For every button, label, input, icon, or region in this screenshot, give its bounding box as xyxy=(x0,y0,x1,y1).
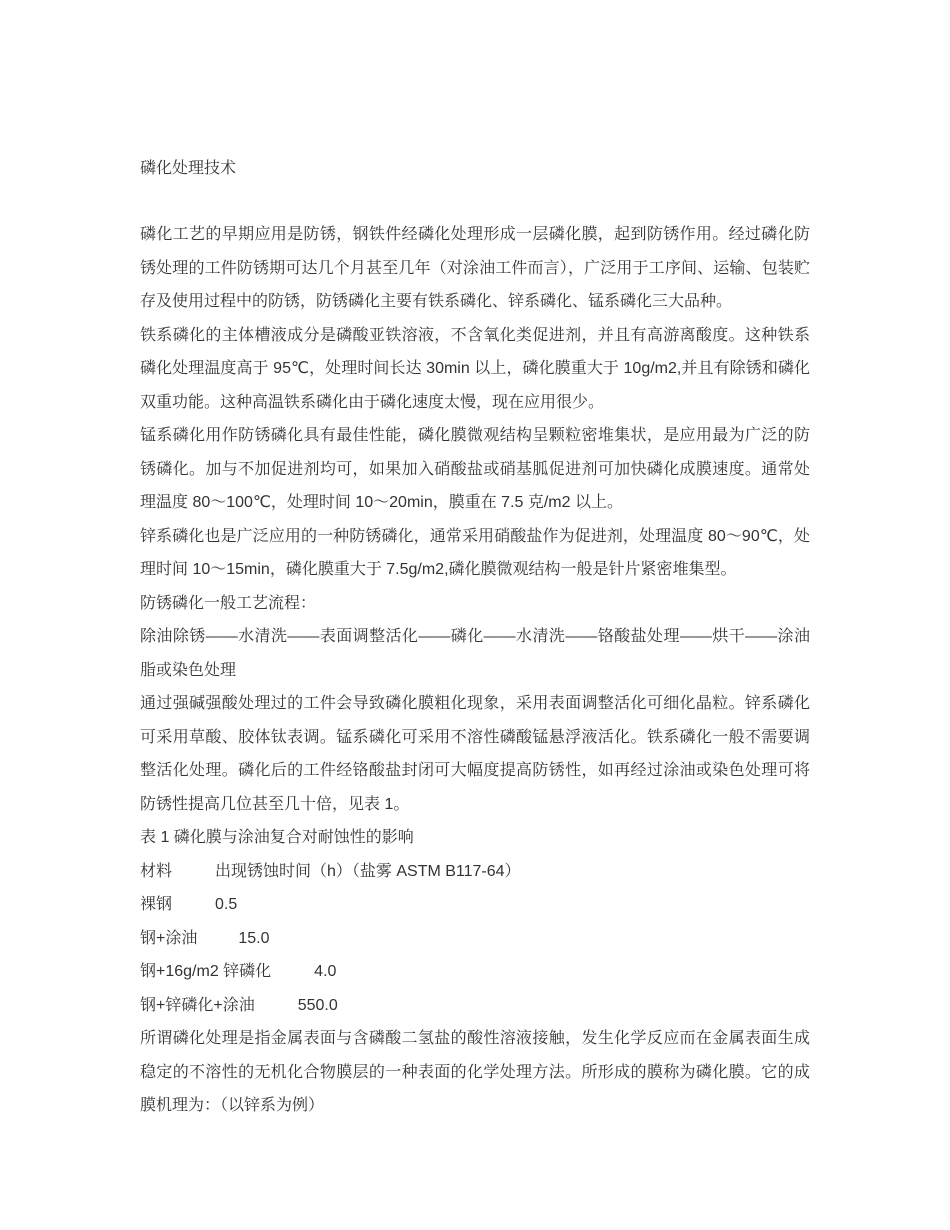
table-header-row xyxy=(140,855,810,889)
table-row xyxy=(140,888,810,922)
paragraph-process-flow: 除油除锈——水清洗——表面调整活化——磷化——水清洗——铬酸盐处理——烘干——涂油脂或染色处理 xyxy=(140,628,810,679)
paragraph-activation: 通过强碱强酸处理过的工件会导致磷化膜粗化现象，采用表面调整活化可细化晶粒。锌系磷化可采用草酸、胶体钛表调。锰系磷化可采用不溶性磷酸锰悬浮液活化。铁系磷化一般不需要调整活化处理。磷化后的工件经铬酸盐封闭可大幅度提高防锈性，如再经过涂油或染色处理可将防锈性提高几位甚至几十倍，见表 1。 xyxy=(140,695,810,813)
table-row xyxy=(140,955,810,989)
table-cell-hours: 4.0 xyxy=(314,963,337,980)
table-cell-material: 钢+锌磷化+涂油 xyxy=(140,996,255,1014)
paragraph-iron-phosphating: 铁系磷化的主体槽液成分是磷酸亚铁溶液，不含氧化类促进剂，并且有高游离酸度。这种铁系磷化处理温度高于 95℃，处理时间长达 30min 以上，磷化膜重大于 10g/m2,并且有除锈和磷化双重功能。这种高温铁系磷化由于磷化速度太慢，现在应用很少。 xyxy=(140,326,810,411)
paragraph-zinc-phosphating: 锌系磷化也是广泛应用的一种防锈磷化，通常采用硝酸盐作为促进剂，处理温度 80～90℃，处理时间 10～15min，磷化膜重大于 7.5g/m2,磷化膜微观结构一般是针片紧密堆集型。 xyxy=(140,527,810,578)
table-header-rust-time: 出现锈蚀时间（h）（盐雾 ASTM B117-64） xyxy=(215,862,521,880)
table-cell-material: 钢+16g/m2 锌磷化 xyxy=(140,963,272,980)
table-cell-hours: 550.0 xyxy=(297,996,338,1014)
document-title: 磷化处理技术 xyxy=(140,160,237,177)
table-row xyxy=(140,922,810,956)
table-cell-hours: 0.5 xyxy=(215,896,238,913)
paragraph-process-heading: 防锈磷化一般工艺流程： xyxy=(140,594,317,612)
table-cell-hours: 15.0 xyxy=(238,929,270,947)
table-row xyxy=(140,989,810,1023)
paragraph-manganese-phosphating: 锰系磷化用作防锈磷化具有最佳性能，磷化膜微观结构呈颗粒密堆集状，是应用最为广泛的防锈磷化。加与不加促进剂均可，如果加入硝酸盐或硝基胍促进剂可加快磷化成膜速度。通常处理温度 80～100℃，处理时间 10～20min，膜重在 7.5 克/m2 以上。 xyxy=(140,427,810,511)
paragraph-definition: 所谓磷化处理是指金属表面与含磷酸二氢盐的酸性溶液接触，发生化学反应而在金属表面生成稳定的不溶性的无机化合物膜层的一种表面的化学处理方法。所形成的膜称为磷化膜。它的成膜机理为：（以锌系为例） xyxy=(140,1030,810,1114)
table-caption: 表 1 磷化膜与涂油复合对耐蚀性的影响 xyxy=(140,829,414,846)
table-cell-material: 裸钢 xyxy=(140,896,173,913)
document-page xyxy=(140,152,810,1123)
table-cell-material: 钢+涂油 xyxy=(140,929,198,947)
table-header-material: 材料 xyxy=(140,862,173,880)
paragraph-intro: 磷化工艺的早期应用是防锈，钢铁件经磷化处理形成一层磷化膜，起到防锈作用。经过磷化防锈处理的工件防锈期可达几个月甚至几年（对涂油工件而言），广泛用于工序间、运输、包装贮存及使用过程中的防锈，防锈磷化主要有铁系磷化、锌系磷化、锰系磷化三大品种。 xyxy=(140,226,810,310)
